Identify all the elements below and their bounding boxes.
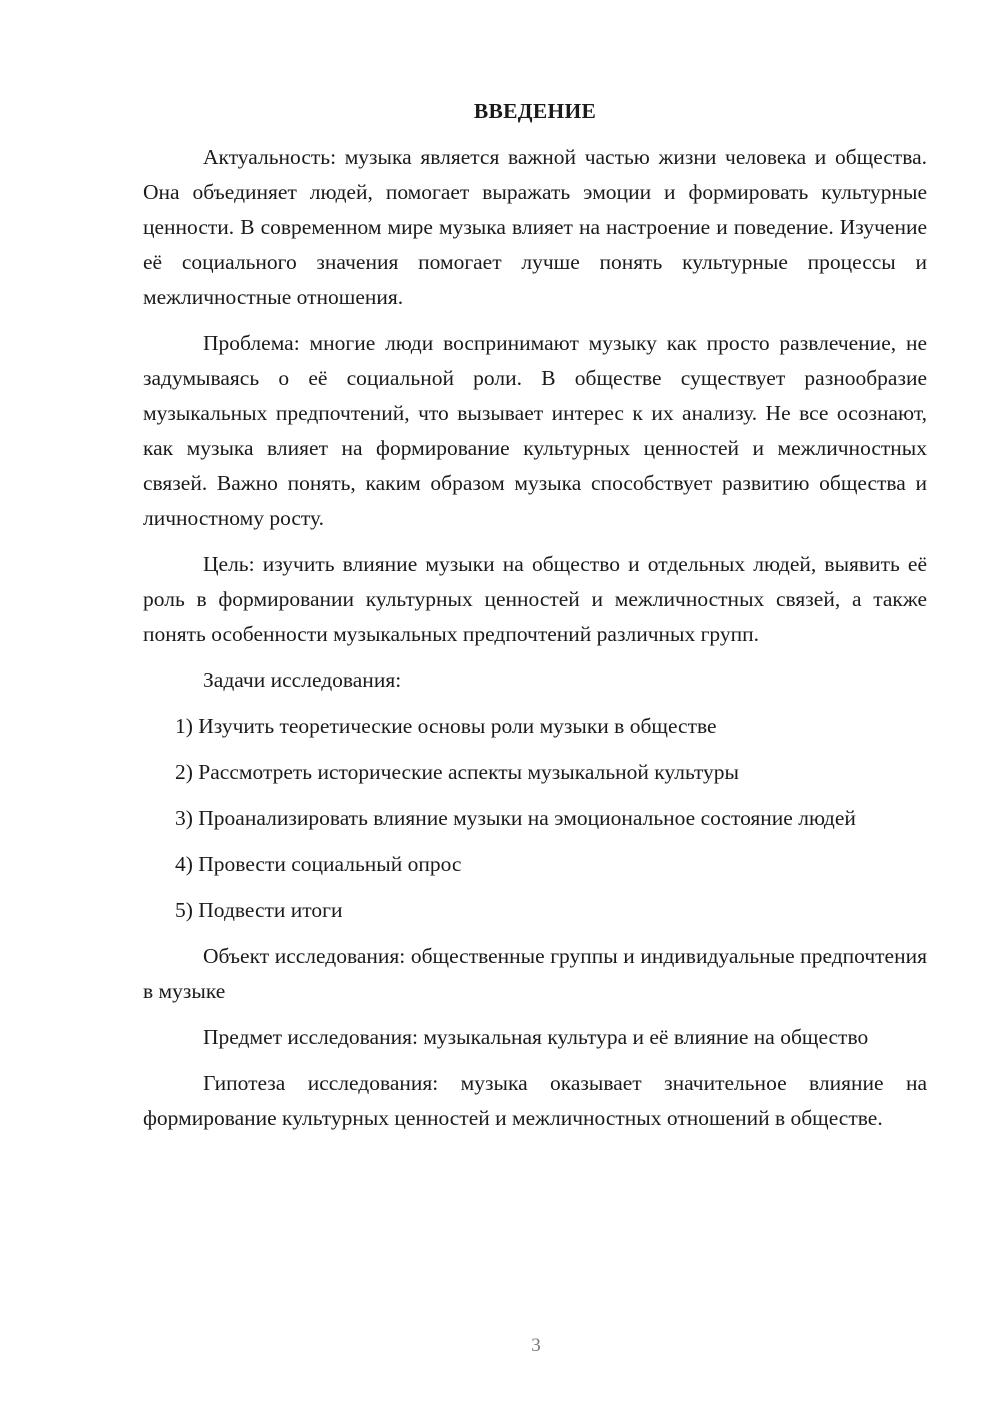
problem-paragraph: Проблема: многие люди воспринимают музыку как просто развлечение, не задумываясь о её социальной роли. В обществе существует разнообразие музыкальных предпочтений, что вызывает интерес к их анализу. Не все осознают, как музыка влияет на формирование культурных ценностей и межличностных связей. Важно понять, каким образом музыка способствует развитию общества и личностному росту. bbox=[143, 331, 927, 530]
task-item: 4) Провести социальный опрос bbox=[175, 852, 462, 876]
task-item: 3) Проанализировать влияние музыки на эмоциональное состояние людей bbox=[175, 806, 856, 830]
object-paragraph: Объект исследования: общественные группы и индивидуальные предпочтения в музыке bbox=[143, 944, 927, 1003]
task-item: 2) Рассмотреть исторические аспекты музыкальной культуры bbox=[175, 760, 739, 784]
subject-paragraph: Предмет исследования: музыкальная культура и её влияние на общество bbox=[203, 1025, 869, 1049]
page-number: 3 bbox=[531, 1335, 541, 1356]
relevance-paragraph: Актуальность: музыка является важной частью жизни человека и общества. Она объединяет людей, помогает выражать эмоции и формировать культурные ценности. В современном мире музыка влияет на настроение и поведение. Изучение её социального значения помогает лучше понять культурные процессы и межличностные отношения. bbox=[143, 145, 927, 309]
task-item: 1) Изучить теоретические основы роли музыки в обществе bbox=[175, 714, 717, 738]
page-title: ВВЕДЕНИЕ bbox=[473, 99, 597, 123]
page-content bbox=[143, 94, 927, 1147]
tasks-heading: Задачи исследования: bbox=[203, 668, 402, 692]
goal-paragraph: Цель: изучить влияние музыки на общество и отдельных людей, выявить её роль в формировании культурных ценностей и межличностных связей, а также понять особенности музыкальных предпочтений различных групп. bbox=[143, 552, 927, 646]
hypothesis-paragraph: Гипотеза исследования: музыка оказывает значительное влияние на формирование культурных ценностей и межличностных отношений в обществе. bbox=[143, 1071, 927, 1130]
task-item: 5) Подвести итоги bbox=[175, 898, 343, 922]
